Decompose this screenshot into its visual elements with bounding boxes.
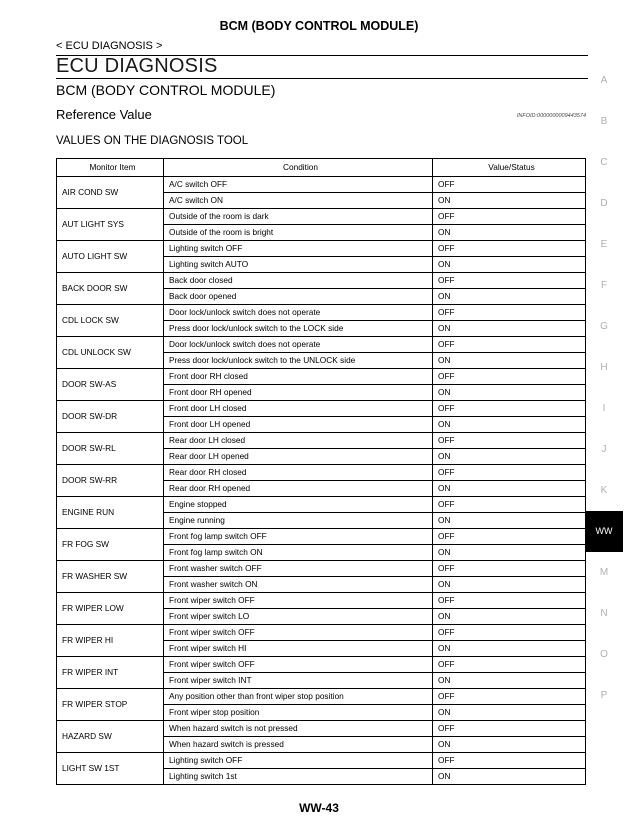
table-row [57,401,586,417]
value-status-cell: ON [433,769,586,785]
value-status-cell: OFF [433,593,586,609]
table-row [57,529,586,545]
value-status-cell: OFF [433,433,586,449]
header-monitor-item: Monitor Item [57,159,164,177]
condition-cell: Front wiper stop position [164,705,433,721]
side-index-letter: N [600,608,608,619]
table-row [57,721,586,737]
condition-cell: Lighting switch 1st [164,769,433,785]
condition-cell: Lighting switch OFF [164,753,433,769]
value-status-cell: OFF [433,689,586,705]
header-value-status: Value/Status [433,159,586,177]
side-index-letter: K [600,485,608,496]
value-status-cell: ON [433,577,586,593]
side-index-letter: E [600,239,608,250]
condition-cell: Front wiper switch HI [164,641,433,657]
table-row [57,561,586,577]
condition-cell: Front door LH opened [164,417,433,433]
condition-cell: Engine running [164,513,433,529]
table-header-row [57,159,586,177]
reference-title: Reference Value [56,107,152,122]
condition-cell: Front fog lamp switch ON [164,545,433,561]
monitor-item-cell: DOOR SW-AS [57,369,164,401]
side-index-letter: J [601,444,607,455]
monitor-item-cell: DOOR SW-DR [57,401,164,433]
values-title: VALUES ON THE DIAGNOSIS TOOL [56,135,249,147]
condition-cell: Front wiper switch OFF [164,657,433,673]
value-status-cell: OFF [433,369,586,385]
side-index-letter: A [600,75,608,86]
table-row [57,241,586,257]
header-condition: Condition [164,159,433,177]
table-row [57,465,586,481]
value-status-cell: ON [433,481,586,497]
monitor-item-cell: AUTO LIGHT SW [57,241,164,273]
table-row [57,209,586,225]
monitor-item-cell: FR WIPER LOW [57,593,164,625]
condition-cell: Back door opened [164,289,433,305]
monitor-item-cell: AUT LIGHT SYS [57,209,164,241]
side-index-letter: I [602,403,606,414]
condition-cell: Front wiper switch OFF [164,593,433,609]
value-status-cell: ON [433,513,586,529]
side-index-letter: C [600,157,608,168]
side-index-letter: O [600,649,608,660]
value-status-cell: OFF [433,337,586,353]
reference-info-id: INFOID:0000000009443574 [516,113,586,119]
condition-cell: Front fog lamp switch OFF [164,529,433,545]
value-status-cell: ON [433,673,586,689]
value-status-cell: OFF [433,177,586,193]
page-header-title: BCM (BODY CONTROL MODULE) [219,19,419,33]
value-status-cell: OFF [433,273,586,289]
value-status-cell: OFF [433,529,586,545]
table-row [57,657,586,673]
table-row [57,497,586,513]
value-status-cell: ON [433,641,586,657]
monitor-item-cell: FR WASHER SW [57,561,164,593]
condition-cell: Lighting switch OFF [164,241,433,257]
condition-cell: A/C switch OFF [164,177,433,193]
page-number: WW-43 [299,801,339,815]
table-row [57,689,586,705]
side-index-letter: F [600,280,608,291]
condition-cell: Outside of the room is dark [164,209,433,225]
side-index-letter: D [600,198,608,209]
section-title: ECU DIAGNOSIS [56,55,218,77]
condition-cell: Press door lock/unlock switch to the UNLOCK side [164,353,433,369]
monitor-item-cell: LIGHT SW 1ST [57,753,164,785]
condition-cell: When hazard switch is pressed [164,737,433,753]
side-index-letter: WW [585,511,623,552]
value-status-cell: ON [433,225,586,241]
table-row [57,593,586,609]
value-status-cell: OFF [433,657,586,673]
condition-cell: When hazard switch is not pressed [164,721,433,737]
table-row [57,369,586,385]
condition-cell: Rear door LH opened [164,449,433,465]
table-row [57,177,586,193]
breadcrumb: < ECU DIAGNOSIS > [56,40,163,52]
value-status-cell: ON [433,353,586,369]
condition-cell: Front door RH closed [164,369,433,385]
value-status-cell: ON [433,737,586,753]
monitor-item-cell: DOOR SW-RL [57,433,164,465]
monitor-item-cell: AIR COND SW [57,177,164,209]
condition-cell: Front wiper switch OFF [164,625,433,641]
value-status-cell: ON [433,257,586,273]
side-index-letter: B [600,116,608,127]
side-index-letter: H [600,362,608,373]
value-status-cell: ON [433,321,586,337]
monitor-item-cell: FR FOG SW [57,529,164,561]
value-status-cell: OFF [433,497,586,513]
section-rule [56,78,588,79]
side-index-letter: G [600,321,608,332]
condition-cell: Front wiper switch INT [164,673,433,689]
value-status-cell: OFF [433,753,586,769]
condition-cell: Front washer switch ON [164,577,433,593]
table-body [57,177,586,785]
monitor-item-cell: DOOR SW-RR [57,465,164,497]
condition-cell: Lighting switch AUTO [164,257,433,273]
value-status-cell: OFF [433,721,586,737]
condition-cell: Press door lock/unlock switch to the LOCK side [164,321,433,337]
condition-cell: A/C switch ON [164,193,433,209]
table-row [57,305,586,321]
condition-cell: Front wiper switch LO [164,609,433,625]
condition-cell: Rear door LH closed [164,433,433,449]
condition-cell: Door lock/unlock switch does not operate [164,305,433,321]
condition-cell: Rear door RH closed [164,465,433,481]
value-status-cell: ON [433,289,586,305]
monitor-item-cell: CDL LOCK SW [57,305,164,337]
condition-cell: Engine stopped [164,497,433,513]
value-status-cell: OFF [433,401,586,417]
side-index [585,60,623,716]
value-status-cell: OFF [433,241,586,257]
subtitle: BCM (BODY CONTROL MODULE) [56,82,276,98]
value-status-cell: ON [433,609,586,625]
table-row [57,337,586,353]
monitor-item-cell: FR WIPER HI [57,625,164,657]
value-status-cell: ON [433,385,586,401]
condition-cell: Outside of the room is bright [164,225,433,241]
side-index-letter: M [599,567,609,578]
side-index-letter: P [600,690,608,701]
value-status-cell: ON [433,193,586,209]
monitor-item-cell: ENGINE RUN [57,497,164,529]
monitor-item-cell: HAZARD SW [57,721,164,753]
table-row [57,273,586,289]
condition-cell: Front door RH opened [164,385,433,401]
table-row [57,433,586,449]
diagnosis-table [56,158,586,785]
monitor-item-cell: FR WIPER STOP [57,689,164,721]
value-status-cell: ON [433,545,586,561]
value-status-cell: OFF [433,625,586,641]
condition-cell: Rear door RH opened [164,481,433,497]
table-row [57,625,586,641]
condition-cell: Door lock/unlock switch does not operate [164,337,433,353]
value-status-cell: ON [433,417,586,433]
monitor-item-cell: BACK DOOR SW [57,273,164,305]
value-status-cell: OFF [433,305,586,321]
monitor-item-cell: CDL UNLOCK SW [57,337,164,369]
monitor-item-cell: FR WIPER INT [57,657,164,689]
condition-cell: Back door closed [164,273,433,289]
condition-cell: Front door LH closed [164,401,433,417]
value-status-cell: ON [433,449,586,465]
value-status-cell: OFF [433,561,586,577]
value-status-cell: OFF [433,465,586,481]
table-row [57,753,586,769]
value-status-cell: OFF [433,209,586,225]
condition-cell: Front washer switch OFF [164,561,433,577]
value-status-cell: ON [433,705,586,721]
condition-cell: Any position other than front wiper stop position [164,689,433,705]
